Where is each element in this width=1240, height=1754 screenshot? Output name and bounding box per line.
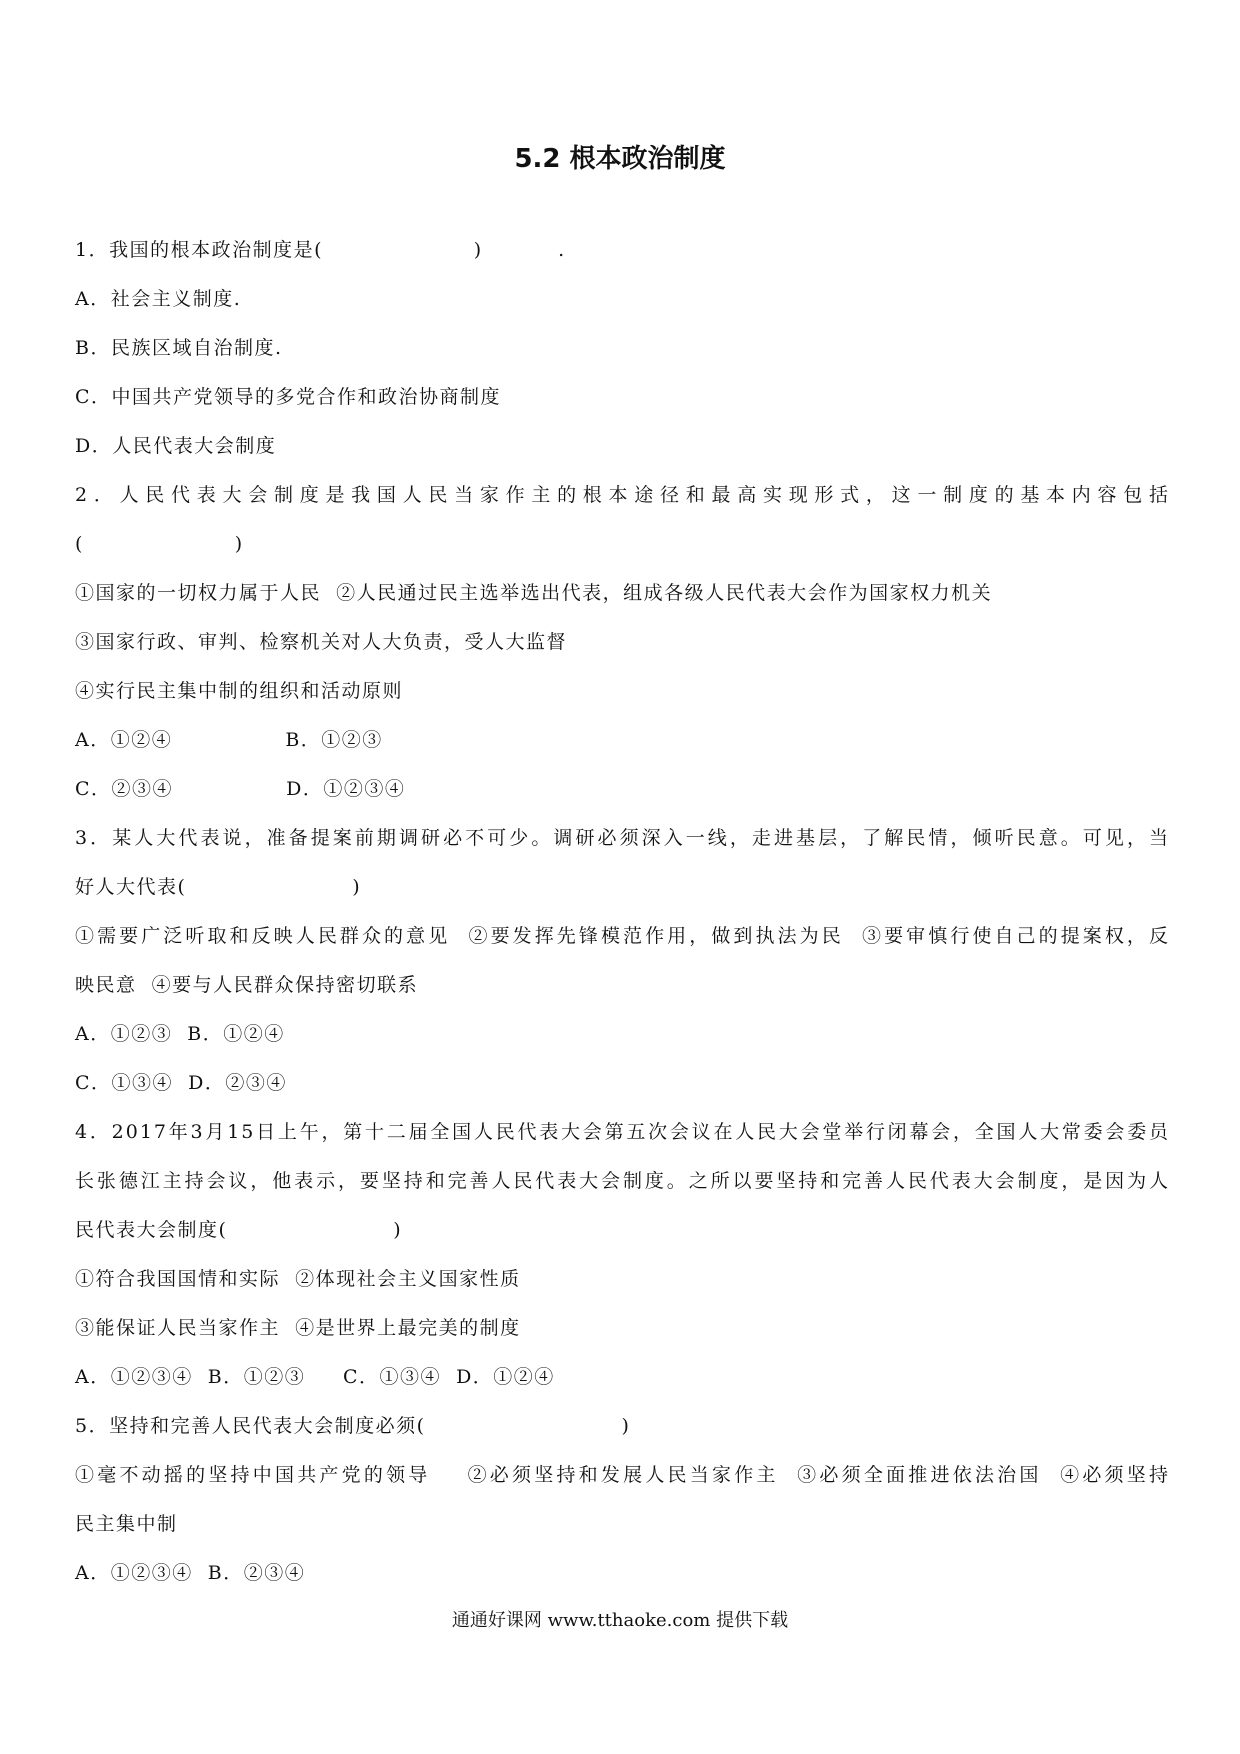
q4-stem-line2: 长张德江主持会议，他表示，要坚持和完善人民代表大会制度。之所以要坚持和完善人民代表大会制度，是因为人 bbox=[75, 1170, 1170, 1192]
q2-stem-line1: 2．人民代表大会制度是我国人民当家作主的根本途径和最高实现形式，这一制度的基本内容包括 bbox=[75, 484, 1170, 506]
q4-options: A．①②③④ B．①②③ C．①③④ D．①②④ bbox=[75, 1366, 555, 1388]
q3-options-ab: A．①②③ B．①②④ bbox=[75, 1023, 285, 1045]
q2-options-ab: A．①②④ B．①②③ bbox=[75, 729, 383, 751]
page-title: 5.2 根本政治制度 bbox=[514, 144, 726, 174]
q4-stem-line1: 4．2017年3月15日上午，第十二届全国人民代表大会第五次会议在人民大会堂举行闭幕会，全国人大常委会委员 bbox=[75, 1121, 1170, 1143]
q2-stem-line2: ( ) bbox=[75, 533, 244, 555]
q3-statements-line1: ①需要广泛听取和反映人民群众的意见 ②要发挥先锋模范作用，做到执法为民 ③要审慎行使自己的提案权，反 bbox=[75, 925, 1170, 947]
q5-statements-line1: ①毫不动摇的坚持中国共产党的领导 ②必须坚持和发展人民当家作主 ③必须全面推进依法治国 ④必须坚持 bbox=[75, 1464, 1170, 1486]
q2-options-cd: C．②③④ D．①②③④ bbox=[75, 778, 406, 800]
q3-stem-line1: 3．某人大代表说，准备提案前期调研必不可少。调研必须深入一线，走进基层，了解民情，倾听民意。可见，当 bbox=[75, 827, 1170, 849]
q1-stem: 1．我国的根本政治制度是( ) . bbox=[75, 239, 566, 261]
q5-stem: 5．坚持和完善人民代表大会制度必须( ) bbox=[75, 1415, 631, 1437]
q4-stem-line3: 民代表大会制度( ) bbox=[75, 1219, 403, 1241]
q2-statement-1-2: ①国家的一切权力属于人民 ②人民通过民主选举选出代表，组成各级人民代表大会作为国家权力机关 bbox=[75, 582, 993, 604]
q4-statements-3-4: ③能保证人民当家作主 ④是世界上最完美的制度 bbox=[75, 1317, 521, 1339]
q1-option-b: B．民族区域自治制度. bbox=[75, 337, 283, 359]
q3-stem-line2: 好人大代表( ) bbox=[75, 876, 362, 898]
q4-statements-1-2: ①符合我国国情和实际 ②体现社会主义国家性质 bbox=[75, 1268, 521, 1290]
q5-statements-line2: 民主集中制 bbox=[75, 1513, 178, 1535]
page-footer: 通通好课网 www.tthaoke.com 提供下载 bbox=[451, 1610, 789, 1631]
q2-statement-4: ④实行民主集中制的组织和活动原则 bbox=[75, 680, 404, 702]
q3-options-cd: C．①③④ D．②③④ bbox=[75, 1072, 287, 1094]
q1-option-c: C．中国共产党领导的多党合作和政治协商制度 bbox=[75, 386, 502, 408]
q1-option-a: A．社会主义制度. bbox=[75, 288, 242, 310]
q5-options-ab: A．①②③④ B．②③④ bbox=[75, 1562, 306, 1584]
q3-statements-line2: 映民意 ④要与人民群众保持密切联系 bbox=[75, 974, 419, 996]
question-body bbox=[75, 226, 1170, 1598]
q2-statement-3: ③国家行政、审判、检察机关对人大负责，受人大监督 bbox=[75, 631, 568, 653]
q1-option-d: D．人民代表大会制度 bbox=[75, 435, 277, 457]
